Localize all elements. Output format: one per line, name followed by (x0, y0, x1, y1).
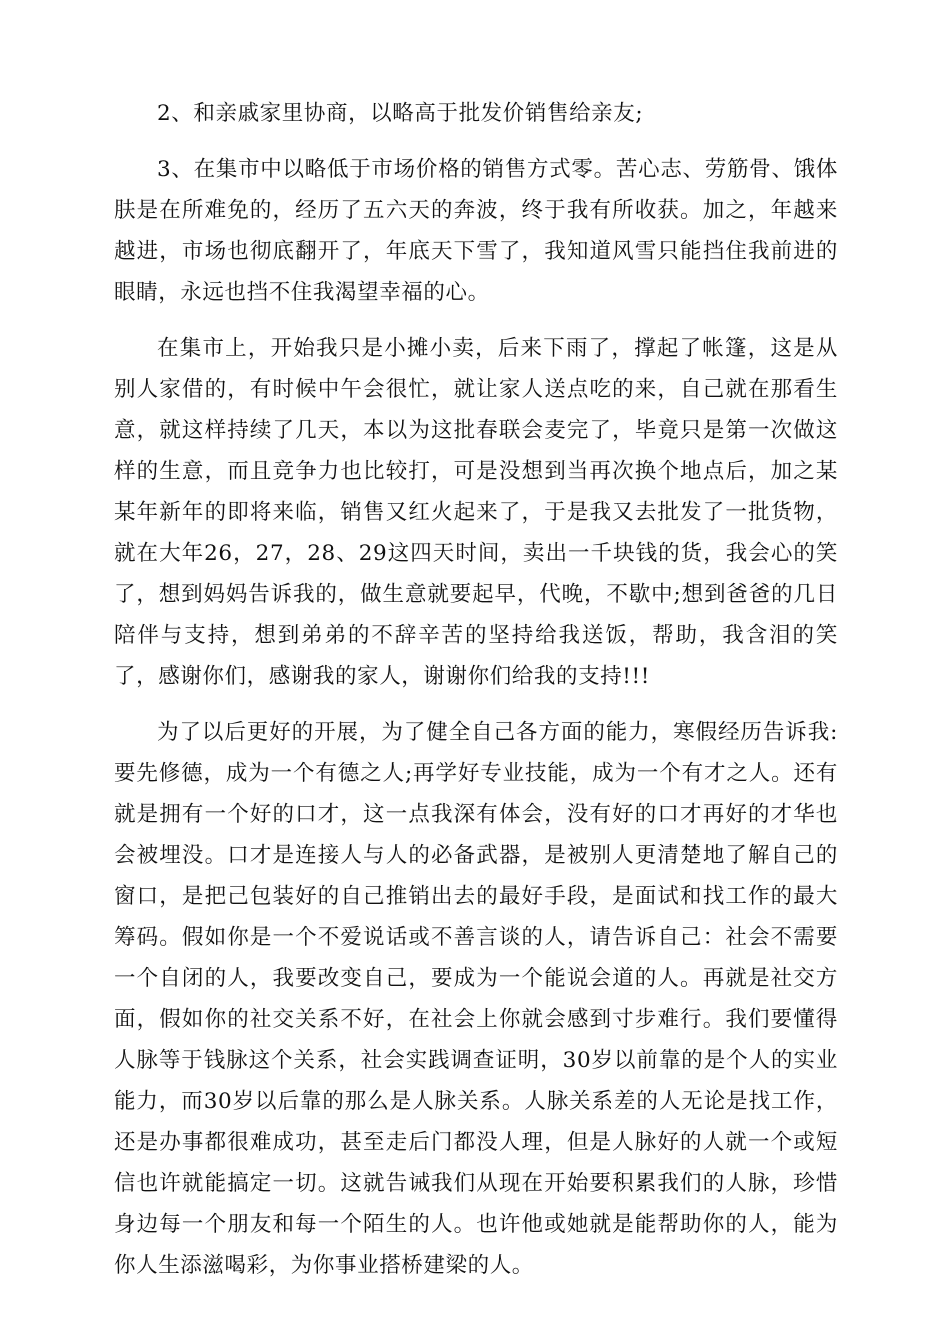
paragraph-2: 3、在集市中以略低于市场价格的销售方式零。苦心志、劳筋骨、饿体肤是在所难免的，经历了五六天的奔波，终于我有所收获。加之，年越来越进，市场也彻底翻开了，年底天下雪了，我知道风雪只能挡住我前进的眼睛，永远也挡不住我渴望幸福的心。 (114, 157, 838, 305)
paragraph-4: 为了以后更好的开展，为了健全自己各方面的能力，寒假经历告诉我:要先修德，成为一个有德之人;再学好专业技能，成为一个有才之人。还有就是拥有一个好的口才，这一点我深有体会，没有好的口才再好的才华也会被埋没。口才是连接人与人的必备武器，是被别人更清楚地了解自己的窗口，是把己包装好的自己推销出去的最好手段，是面试和找工作的最大筹码。假如你是一个不爱说话或不善言谈的人，请告诉自己：社会不需要一个自闭的人，我要改变自己，要成为一个能说会道的人。再就是社交方面，假如你的社交关系不好，在社会上你就会感到寸步难行。我们要懂得人脉等于钱脉这个关系，社会实践调查证明，30岁以前靠的是个人的实业能力，而30岁以后靠的那么是人脉关系。人脉关系差的人无论是找工作，还是办事都很难成功，甚至走后门都没人理，但是人脉好的人就一个或短信也许就能搞定一切。这就告诫我们从现在开始要积累我们的人脉，珍惜身边每一个朋友和每一个陌生的人。也许他或她就是能帮助你的人，能为你人生添滋喝彩，为你事业搭桥建梁的人。 (114, 720, 838, 1278)
document-page (114, 93, 838, 1286)
paragraph-1: 2、和亲戚家里协商，以略高于批发价销售给亲友; (157, 101, 644, 126)
paragraph-3: 在集市上，开始我只是小摊小卖，后来下雨了，撑起了帐篷，这是从别人家借的，有时候中午会很忙，就让家人送点吃的来，自己就在那看生意，就这样持续了几天，本以为这批春联会麦完了，毕竟只是第一次做这样的生意，而且竞争力也比较打，可是没想到当再次换个地点后，加之某某年新年的即将来临，销售又红火起来了，于是我又去批发了一批货物，就在大年26，27，28、29这四天时间，卖出一千块钱的货，我会心的笑了，想到妈妈告诉我的，做生意就要起早，代晚，不歇中;想到爸爸的几日陪伴与支持，想到弟弟的不辞辛苦的坚持给我送饭，帮助，我含泪的笑了，感谢你们，感谢我的家人，谢谢你们给我的支持!!! (114, 336, 838, 689)
